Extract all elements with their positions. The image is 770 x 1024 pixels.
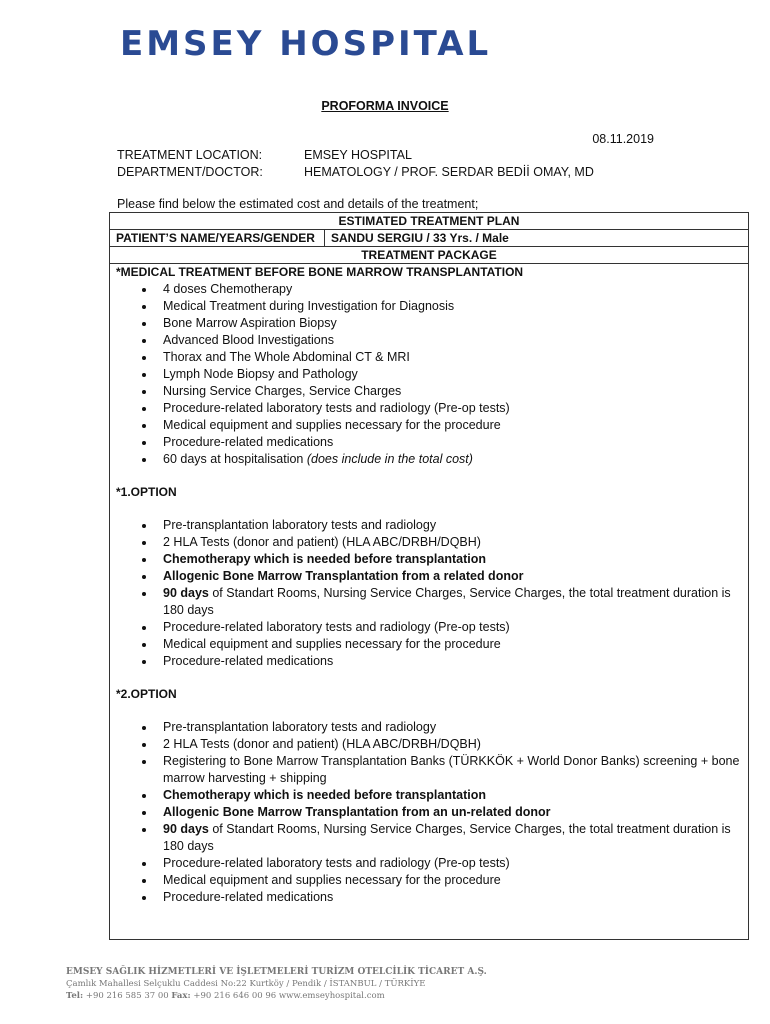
option2-list [110,719,748,906]
treatment-location-label: TREATMENT LOCATION: [117,148,263,162]
duration-text: of Standart Rooms, Nursing Service Charges, Service Charges, the total treatment duration is 180 days [163,822,731,853]
package-heading: TREATMENT PACKAGE [110,247,748,264]
list-item: 4 doses Chemotherapy [110,281,748,298]
footer-tel: +90 216 585 37 00 [83,991,172,1001]
list-item: Procedure-related medications [110,653,748,670]
list-item: Chemotherapy which is needed before transplantation [110,787,748,804]
document-title: PROFORMA INVOICE [321,99,449,113]
list-item: Nursing Service Charges, Service Charges [110,383,748,400]
list-item: Bone Marrow Aspiration Biopsy [110,315,748,332]
treatment-plan-box [109,212,749,940]
list-item: Lymph Node Biopsy and Pathology [110,366,748,383]
duration-bold: 90 days [163,822,209,836]
department-doctor-value: HEMATOLOGY / PROF. SERDAR BEDİİ OMAY, MD [304,165,594,179]
list-item: Allogenic Bone Marrow Transplantation from a related donor [110,568,748,585]
duration-bold: 90 days [163,586,209,600]
department-doctor-label: DEPARTMENT/DOCTOR: [117,165,263,179]
list-item [110,585,748,619]
pre-transplant-list [110,281,748,468]
document-date: 08.11.2019 [592,132,654,146]
list-item: Thorax and The Whole Abdominal CT & MRI [110,349,748,366]
plan-heading: ESTIMATED TREATMENT PLAN [110,213,748,230]
footer-company: EMSEY SAĞLIK HİZMETLERİ VE İŞLETMELERİ TURİZM OTELCİLİK TİCARET A.Ş. [66,967,487,977]
list-item: Pre-transplantation laboratory tests and radiology [110,719,748,736]
patient-value: SANDU SERGIU / 33 Yrs. / Male [331,231,509,245]
list-item: Procedure-related laboratory tests and radiology (Pre-op tests) [110,855,748,872]
footer-contact [66,990,716,1002]
hospitalisation-text: 60 days at hospitalisation [163,452,307,466]
treatment-location-value: EMSEY HOSPITAL [304,148,412,162]
list-item: Procedure-related medications [110,889,748,906]
list-item [110,451,748,468]
list-item [110,821,748,855]
patient-row [110,230,748,247]
list-item: 2 HLA Tests (donor and patient) (HLA ABC/DRBH/DQBH) [110,736,748,753]
intro-text: Please find below the estimated cost and details of the treatment; [117,197,479,211]
list-item: 2 HLA Tests (donor and patient) (HLA ABC/DRBH/DQBH) [110,534,748,551]
list-item: Medical equipment and supplies necessary for the procedure [110,417,748,434]
patient-label: PATIENT’S NAME/YEARS/GENDER [110,230,325,246]
treatment-location-row [117,148,412,162]
list-item: Pre-transplantation laboratory tests and radiology [110,517,748,534]
option1-list [110,517,748,670]
page-footer [66,966,716,1002]
list-item: Procedure-related medications [110,434,748,451]
footer-fax-label: Fax: [171,991,191,1001]
list-item: Medical equipment and supplies necessary for the procedure [110,872,748,889]
footer-address: Çamlık Mahallesi Selçuklu Caddesi No:22 Kurtköy / Pendik / İSTANBUL / TÜRKİYE [66,979,426,989]
hospitalisation-note: (does include in the total cost) [306,452,473,466]
list-item: Allogenic Bone Marrow Transplantation from an un-related donor [110,804,748,821]
section-pre-transplant-heading: *MEDICAL TREATMENT BEFORE BONE MARROW TRANSPLANTATION [116,265,524,279]
list-item: Advanced Blood Investigations [110,332,748,349]
option2-heading: *2.OPTION [116,687,177,701]
list-item: Procedure-related laboratory tests and radiology (Pre-op tests) [110,400,748,417]
hospital-logo: EMSEY HOSPITAL [120,24,492,64]
duration-text: of Standart Rooms, Nursing Service Charges, Service Charges, the total treatment duration is 180 days [163,586,731,617]
list-item: Medical equipment and supplies necessary for the procedure [110,636,748,653]
option1-heading: *1.OPTION [116,485,177,499]
footer-tel-label: Tel: [66,991,84,1001]
list-item: Chemotherapy which is needed before transplantation [110,551,748,568]
list-item: Registering to Bone Marrow Transplantation Banks (TÜRKKÖK + World Donor Banks) screening + bone marrow harvesting + shipping [110,753,748,787]
department-doctor-row [117,165,594,179]
footer-fax: +90 216 646 00 96 www.emseyhospital.com [190,991,385,1001]
list-item: Procedure-related laboratory tests and radiology (Pre-op tests) [110,619,748,636]
list-item: Medical Treatment during Investigation for Diagnosis [110,298,748,315]
